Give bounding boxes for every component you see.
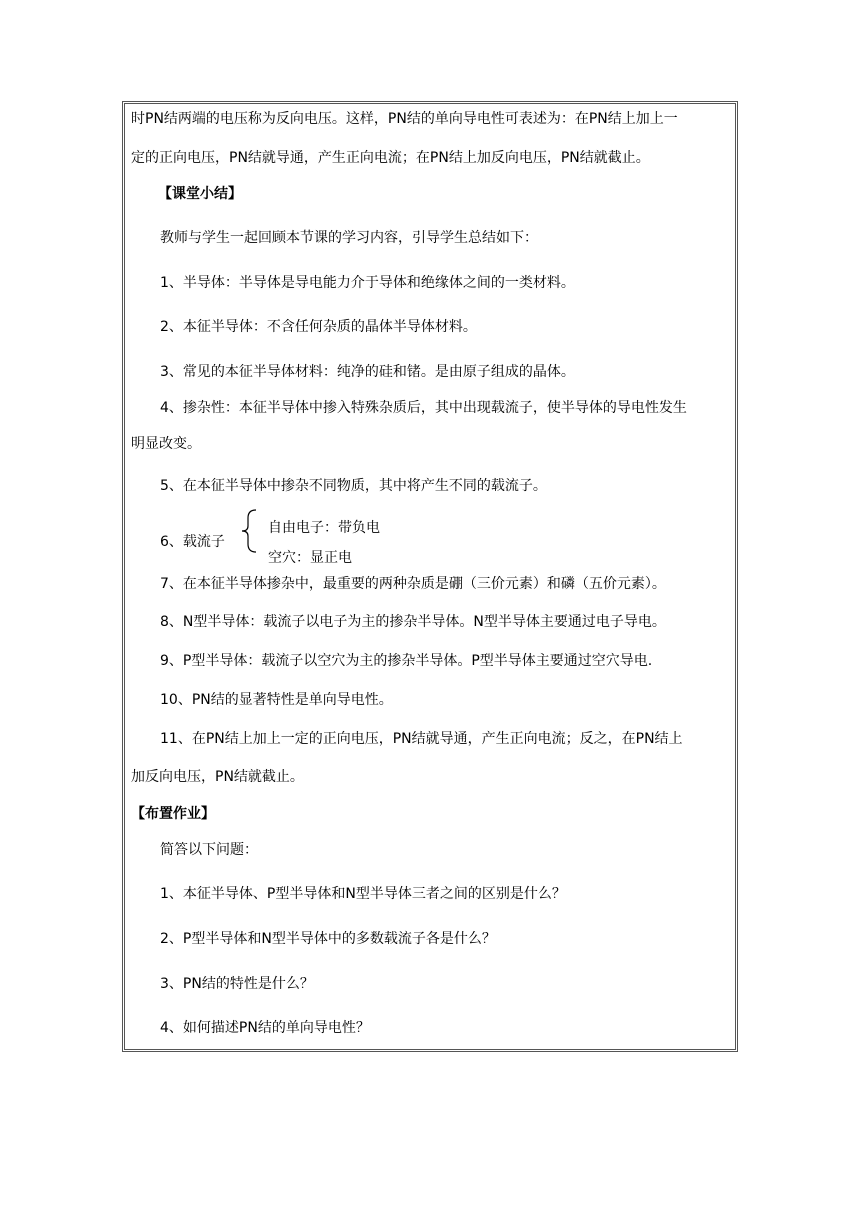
carrier-label: 6、载流子: [160, 534, 225, 550]
summary-item-10: 10、PN结的显著特性是单向导电性。: [160, 692, 393, 708]
continuation-line-2: 定的正向电压，PN结就导通，产生正向电流；在PN结上加反向电压，PN结就截止。: [131, 150, 650, 166]
summary-intro: 教师与学生一起回顾本节课的学习内容，引导学生总结如下：: [160, 230, 538, 246]
carrier-branch-top: 自由电子：带负电: [268, 520, 380, 536]
summary-item-2: 2、本征半导体：不含任何杂质的晶体半导体材料。: [160, 319, 477, 335]
summary-item-11-cont: 加反向电压，PN结就截止。: [131, 769, 304, 785]
summary-item-4: 4、掺杂性：本征半导体中掺入特殊杂质后，其中出现载流子，使半导体的导电性发生: [160, 400, 687, 416]
summary-item-8: 8、N型半导体：载流子以电子为主的掺杂半导体。N型半导体主要通过电子导电。: [160, 614, 666, 630]
carrier-branch-bottom-clip: [268, 548, 428, 566]
summary-item-1: 1、半导体：半导体是导电能力介于导体和绝缘体之间的一类材料。: [160, 275, 575, 291]
summary-item-11: 11、在PN结上加上一定的正向电压，PN结就导通，产生正向电流；反之，在PN结上: [160, 731, 683, 747]
summary-item-7: 7、在本征半导体掺杂中，最重要的两种杂质是硼（三价元素）和磷（五价元素）。: [160, 576, 666, 592]
summary-heading: 【课堂小结】: [158, 186, 242, 202]
continuation-line-1: 时PN结两端的电压称为反向电压。这样，PN结的单向导电性可表述为：在PN结上加上一: [131, 111, 678, 127]
homework-question-1: 1、本征半导体、P型半导体和N型半导体三者之间的区别是什么？: [160, 886, 566, 902]
homework-question-4: 4、如何描述PN结的单向导电性？: [160, 1020, 370, 1036]
brace-icon: [238, 508, 260, 554]
homework-question-3: 3、PN结的特性是什么？: [160, 976, 314, 992]
carrier-label-clip: [160, 532, 240, 550]
summary-item-3: 3、常见的本征半导体材料：纯净的硅和锗。是由原子组成的晶体。: [160, 364, 575, 380]
summary-item-5: 5、在本征半导体中掺杂不同物质，其中将产生不同的载流子。: [160, 478, 547, 494]
carrier-branch-bottom: 空穴：显正电: [268, 550, 352, 566]
carrier-branch-top-clip: [268, 518, 428, 536]
homework-heading: 【布置作业】: [131, 806, 215, 822]
summary-item-9: 9、P型半导体：载流子以空穴为主的掺杂半导体。P型半导体主要通过空穴导电.: [160, 653, 653, 669]
homework-intro: 简答以下问题：: [160, 842, 258, 858]
homework-question-2: 2、P型半导体和N型半导体中的多数载流子各是什么？: [160, 931, 496, 947]
summary-item-4-cont: 明显改变。: [131, 436, 201, 452]
